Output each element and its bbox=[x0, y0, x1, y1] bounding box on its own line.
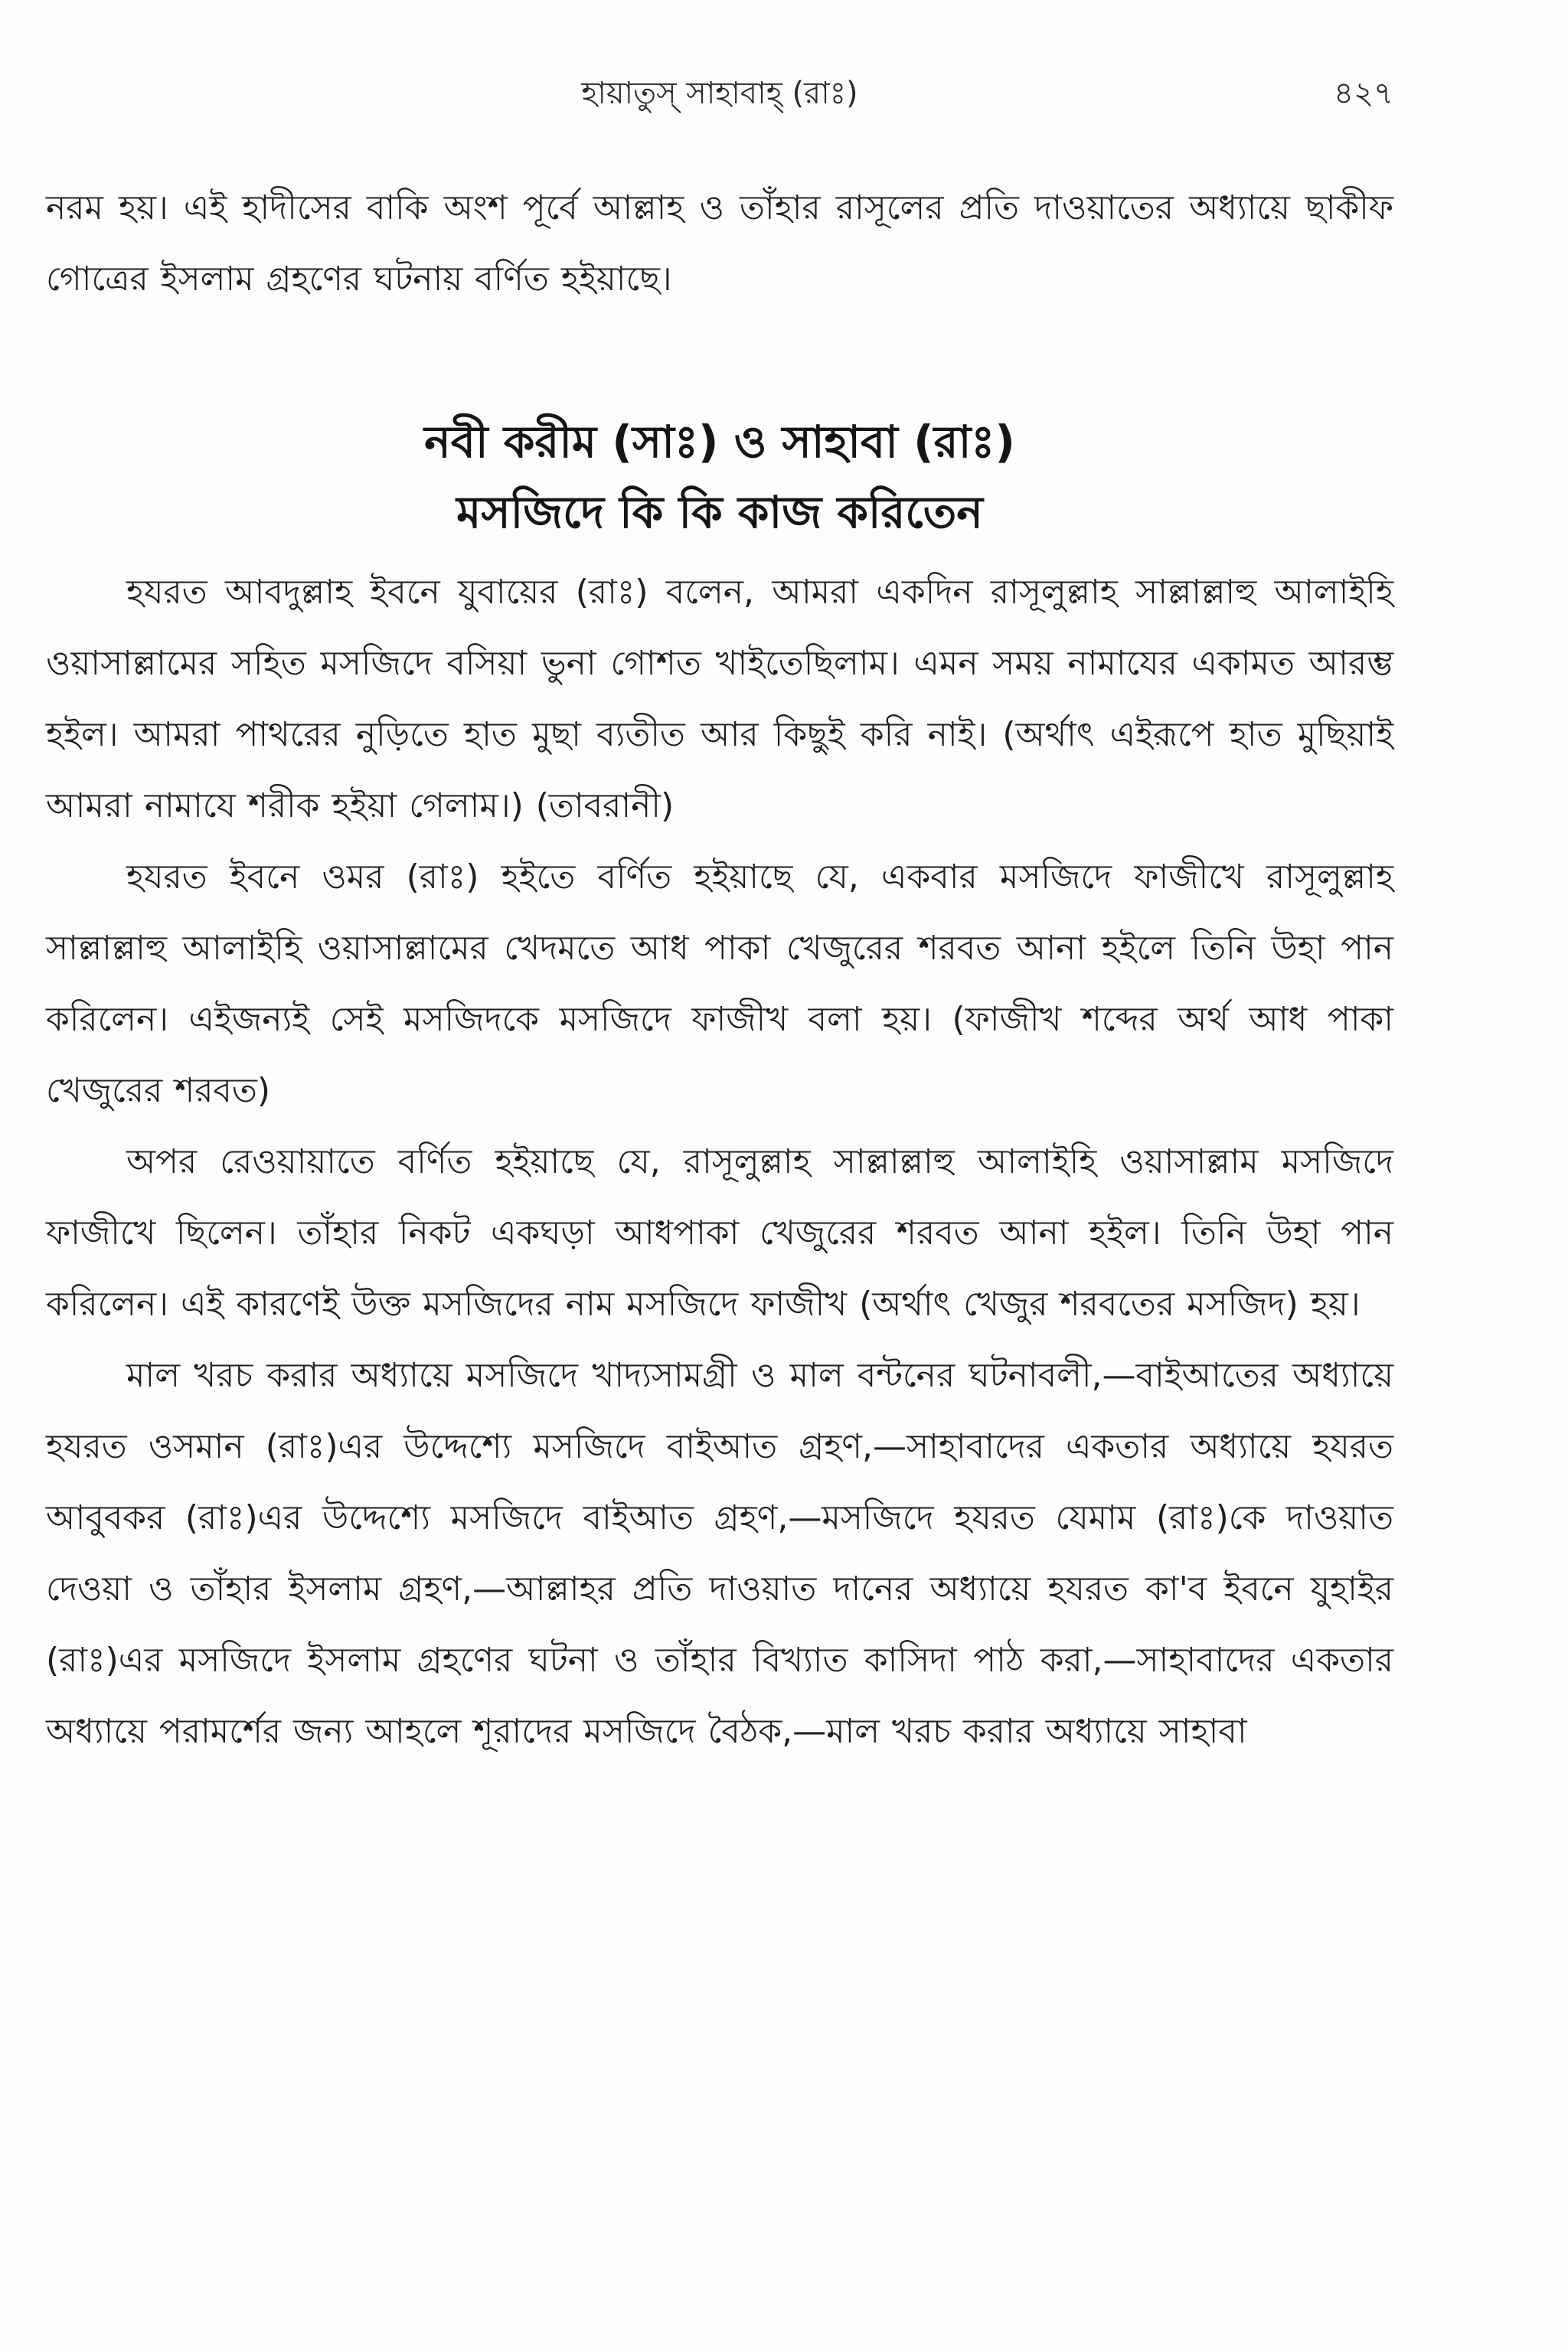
paragraph-other-narration: অপর রেওয়ায়াতে বর্ণিত হইয়াছে যে, রাসূলুল্লাহ সাল্লাল্লাহু আলাইহি ওয়াসাল্লাম মসজিদে ফাজীখে ছিলেন। তাঁহার নিকট একঘড়া আধপাকা খেজুরের শরবত আনা হইল। তিনি উহা পান করিলেন। এই কারণেই উক্ত মসজিদের নাম মসজিদে ফাজীখ (অর্থাৎ খেজুর শরবতের মসজিদ) হয়। bbox=[46, 1142, 1393, 1324]
section-title-line-1: নবী করীম (সাঃ) ও সাহাবা (রাঃ) bbox=[424, 416, 1015, 468]
running-title: হায়াতুস্ সাহাবাহ্ (রাঃ) bbox=[581, 76, 858, 111]
section-title-line-2: মসজিদে কি কি কাজ করিতেন bbox=[456, 486, 983, 538]
intro-paragraph: নরম হয়। এই হাদীসের বাকি অংশ পূর্বে আল্লাহ ও তাঁহার রাসূলের প্রতি দাওয়াতের অধ্যায়ে ছাকীফ গোত্রের ইসলাম গ্রহণের ঘটনায় বর্ণিত হইয়াছে। bbox=[46, 188, 1393, 299]
paragraph-cross-references: মাল খরচ করার অধ্যায়ে মসজিদে খাদ্যসামগ্রী ও মাল বন্টনের ঘটনাবলী,—বাইআতের অধ্যায়ে হযরত ওসমান (রাঃ)এর উদ্দেশ্যে মসজিদে বাইআত গ্রহণ,—সাহাবাদের একতার অধ্যায়ে হযরত আবুবকর (রাঃ)এর উদ্দেশ্যে মসজিদে বাইআত গ্রহণ,—মসজিদে হযরত যেমাম (রাঃ)কে দাওয়াত দেওয়া ও তাঁহার ইসলাম গ্রহণ,—আল্লাহর প্রতি দাওয়াত দানের অধ্যায়ে হযরত কা'ব ইবনে যুহাইর (রাঃ)এর মসজিদে ইসলাম গ্রহণের ঘটনা ও তাঁহার বিখ্যাত কাসিদা পাঠ করা,—সাহাবাদের একতার অধ্যায়ে পরামর্শের জন্য আহলে শূরাদের মসজিদে বৈঠক,—মাল খরচ করার অধ্যায়ে সাহাবা bbox=[46, 1356, 1393, 1751]
page-body bbox=[46, 172, 1393, 1767]
paragraph-ibn-umar: হযরত ইবনে ওমর (রাঃ) হইতে বর্ণিত হইয়াছে যে, একবার মসজিদে ফাজীখে রাসূলুল্লাহ সাল্লাল্লাহু আলাইহি ওয়াসাল্লামের খেদমতে আধ পাকা খেজুরের শরবত আনা হইলে তিনি উহা পান করিলেন। এইজন্যই সেই মসজিদকে মসজিদে ফাজীখ বলা হয়। (ফাজীখ শব্দের অর্থ আধ পাকা খেজুরের শরবত) bbox=[46, 858, 1393, 1110]
paragraph-ibn-zubayr: হযরত আবদুল্লাহ ইবনে যুবায়ের (রাঃ) বলেন, আমরা একদিন রাসূলুল্লাহ সাল্লাল্লাহু আলাইহি ওয়াসাল্লামের সহিত মসজিদে বসিয়া ভুনা গোশত খাইতেছিলাম। এমন সময় নামাযের একামত আরম্ভ হইল। আমরা পাথরের নুড়িতে হাত মুছা ব্যতীত আর কিছুই করি নাই। (অর্থাৎ এইরূপে হাত মুছিয়াই আমরা নামাযে শরীক হইয়া গেলাম।) (তাবরানী) bbox=[46, 573, 1393, 825]
page-number: ৪২৭ bbox=[1334, 76, 1393, 111]
running-header bbox=[46, 70, 1393, 116]
section-heading bbox=[46, 407, 1393, 547]
